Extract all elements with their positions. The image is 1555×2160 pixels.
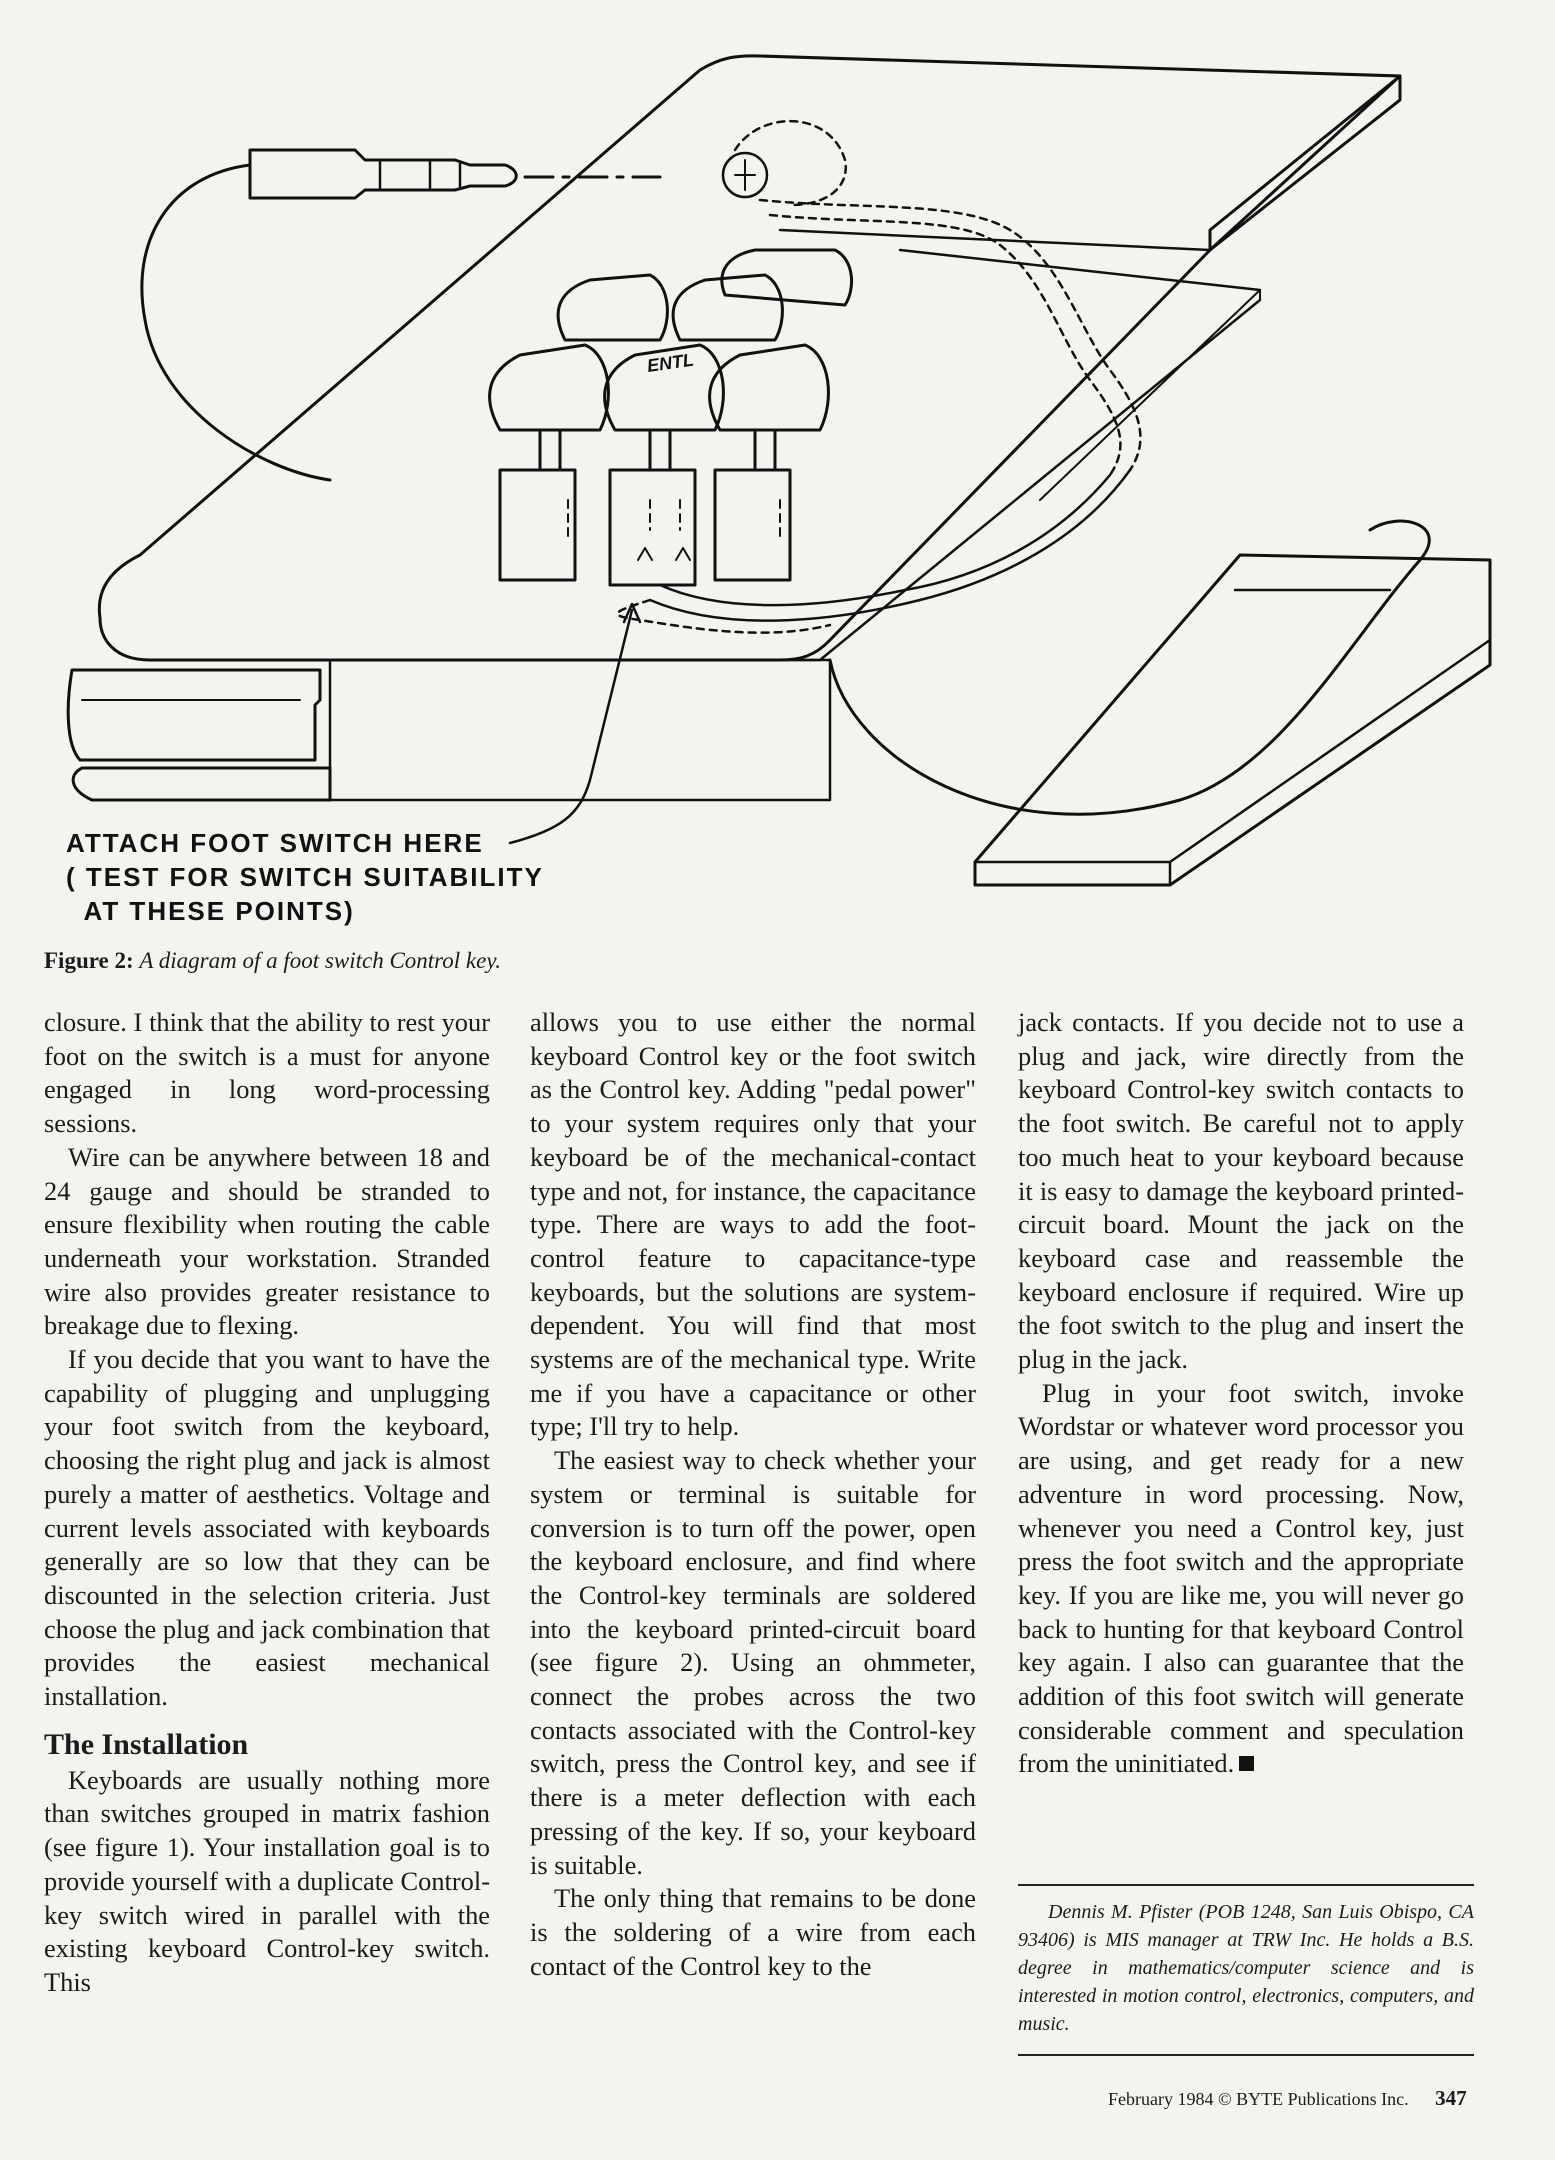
article-column-3 — [1018, 1006, 1464, 1781]
foot-pedal — [975, 555, 1490, 885]
figure-caption — [44, 948, 501, 974]
phone-plug — [250, 150, 516, 198]
paragraph: The easiest way to check whether your system or terminal is suitable for conversion is to turn off the power, open the keyboard enclosure, and find where the Control-key terminals are soldered into the keyboard printed-circuit board (see figure 2). Using an ohmmeter, connect the probes across the two contacts associated with the Control-key switch, press the Control key, and see if there is a meter deflection with each pressing of the key. If so, your keyboard is suitable. — [530, 1445, 976, 1880]
paragraph: The only thing that remains to be done is the soldering of a wire from each contact of the Control key to the — [530, 1883, 976, 1981]
bio-text: Dennis M. Pfister (POB 1248, San Luis Obispo, CA 93406) is MIS manager at TRW Inc. He holds a B.S. degree in mathematics/computer science and is interested in motion control, electronics, computers, and music. — [1018, 1901, 1474, 2035]
paragraph-text: Plug in your foot switch, invoke Wordstar or whatever word processor you are using, and get ready for a new adventure in word processing. Now, whenever you need a Control key, just press the foot switch and the appropriate key. If you are like me, you will never go back to hunting for that keyboard Control key again. I also can guarantee that the addition of this foot switch will generate considerable comment and speculation from the uninitiated. — [1018, 1377, 1464, 1779]
keyboard-case — [99, 56, 1400, 660]
callout-line-3: AT THESE POINTS) — [66, 896, 355, 926]
page-number: 347 — [1435, 2086, 1467, 2110]
page-footer — [1108, 2086, 1467, 2111]
callout-line-1: ATTACH FOOT SWITCH HERE — [66, 828, 484, 858]
caption-label: Figure 2: — [44, 948, 134, 973]
footer-text: February 1984 © BYTE Publications Inc. — [1108, 2089, 1409, 2109]
section-heading: The Installation — [44, 1727, 249, 1761]
key-label: ENTL — [645, 349, 696, 376]
callout-line-2: ( TEST FOR SWITCH SUITABILITY — [66, 862, 544, 892]
paragraph: Keyboards are usually nothing more than switches grouped in matrix fashion (see figure 1). Your installation goal is to provide yourself with a duplicate Control-key switch wired in parallel with the existing keyboard Control-key switch. This — [44, 1764, 490, 1997]
key-switches — [490, 250, 852, 585]
paragraph — [1018, 1377, 1464, 1781]
paragraph: allows you to use either the normal keyboard Control key or the foot switch as the Control key. Adding "pedal power" to your system requires only that your keyboard be of the mechanical-contact type and not, for instance, the capacitance type. There are ways to add the foot-control feature to capacitance-type keyboards, but the solutions are system-dependent. You will find that most systems are of the mechanical type. Write me if you have a capacitance or other type; I'll try to help. — [530, 1007, 976, 1442]
caption-text: A diagram of a foot switch Control key. — [139, 948, 502, 973]
paragraph: closure. I think that the ability to rest your foot on the switch is a must for anyone engaged in long word-processing sessions. — [44, 1007, 490, 1139]
author-bio — [1018, 1884, 1474, 2056]
end-mark-icon — [1239, 1756, 1254, 1771]
paragraph: jack contacts. If you decide not to use a plug and jack, wire directly from the keyboard Control-key switch contacts to the foot switch. Be careful not to apply too much heat to your keyboard because it is easy to damage the keyboard printed-circuit board. Mount the jack on the keyboard case and reassemble the keyboard enclosure if required. Wire up the foot switch to the plug and insert the plug in the jack. — [1018, 1007, 1464, 1375]
plug-cable — [142, 165, 330, 480]
paragraph: If you decide that you want to have the capability of plugging and unplugging your foot switch from the keyboard, choosing the right plug and jack is almost purely a matter of aesthetics. Voltage and current levels associated with keyboards generally are so low that they can be discounted in the selection criteria. Just choose the plug and jack combination that provides the easiest mechanical installation. — [44, 1344, 490, 1712]
article-column-2 — [530, 1006, 976, 1983]
foot-switch-diagram — [0, 0, 1555, 940]
figure-callout — [66, 826, 544, 928]
article-column-1 — [44, 1006, 490, 2000]
paragraph: Wire can be anywhere between 18 and 24 gauge and should be stranded to ensure flexibility when routing the cable underneath your workstation. Stranded wire also provides greater resistance to breakage due to flexing. — [44, 1141, 490, 1341]
